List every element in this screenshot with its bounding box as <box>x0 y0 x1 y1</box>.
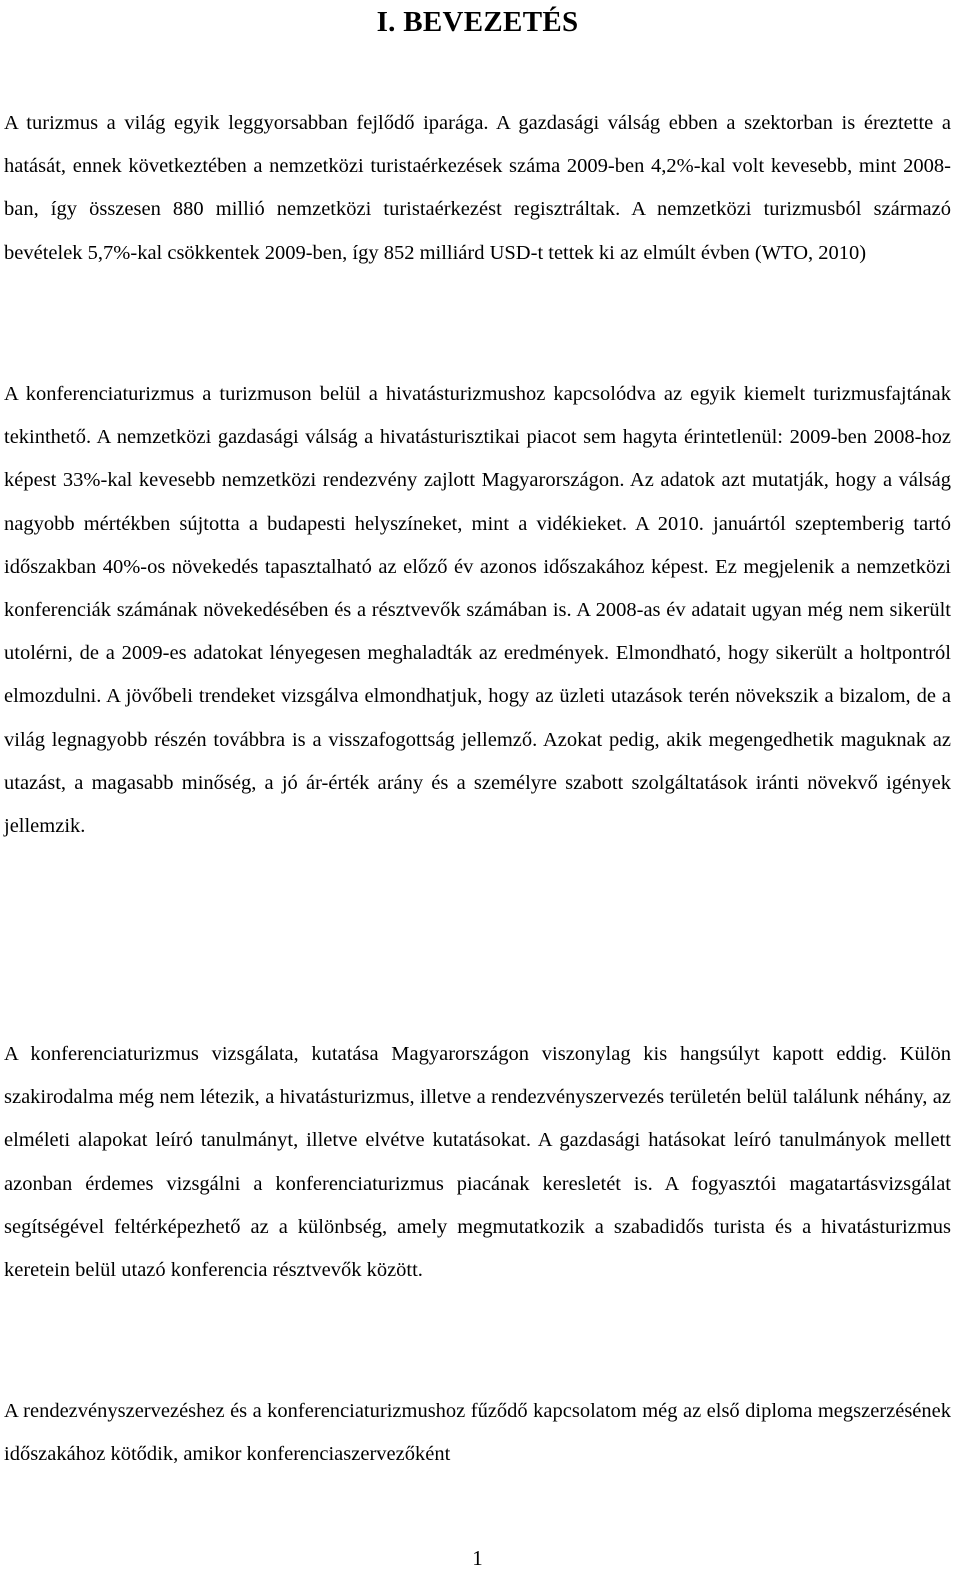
page-number: 1 <box>472 1546 483 1570</box>
paragraph-personal-motivation: A rendezvényszervezéshez és a konferenciaturizmushoz fűződő kapcsolatom még az első diploma megszerzésének időszakához kötődik, amikor konferenciaszervezőként <box>4 1400 951 1466</box>
paragraph-conference-tourism-crisis: A konferenciaturizmus a turizmuson belül a hivatásturizmushoz kapcsolódva az egyik kiemelt turizmusfajtának tekinthető. A nemzetközi gazdasági válság a hivatásturisztikai piacot sem hagyta érintetlenül: 2009-ben 2008-hoz képest 33%-kal kevesebb nemzetközi rendezvény zajlott Magyarországon. Az adatok azt mutatják, hogy a válság nagyobb mértékben sújtotta a budapesti helyszíneket, mint a vidékieket. A 2010. januártól szeptemberig tartó időszakban 40%-os növekedés tapasztalható az előző év azonos időszakához képest. Ez megjelenik a nemzetközi konferenciák számának növekedésében és a résztvevők számában is. A 2008-as év adatait ugyan még nem sikerült utolérni, de a 2009-es adatokat lényegesen meghaladták az eredmények. Elmondható, hogy sikerült a holtpontról elmozdulni. A jövőbeli trendeket vizsgálva elmondhatjuk, hogy az üzleti utazások terén növekszik a bizalom, de a világ legnagyobb részén továbbra is a visszafogottság jellemző. Azokat pedig, akik megengedhetik maguknak az utazást, a magasabb minőség, a jó ár-érték arány és a személyre szabott szolgáltatások iránti növekvő igények jellemzik. <box>4 383 951 838</box>
paragraph-research-gap: A konferenciaturizmus vizsgálata, kutatása Magyarországon viszonylag kis hangsúlyt kapott eddig. Külön szakirodalma még nem létezik, a hivatásturizmus, illetve a rendezvényszervezés területén belül találunk néhány, az elméleti alapokat leíró tanulmányt, illetve elvétve kutatásokat. A gazdasági hatásokat leíró tanulmányok mellett azonban érdemes vizsgálni a konferenciaturizmus piacának keresletét is. A fogyasztói magatartásvizsgálat segítségével feltérképezhető az a különbség, amely megmutatkozik a szabadidős turista és a hivatásturizmus keretein belül utazó konferencia résztvevők között. <box>4 1043 951 1282</box>
chapter-heading: I. BEVEZETÉS <box>376 6 579 38</box>
paragraph-tourism-overview: A turizmus a világ egyik leggyorsabban fejlődő iparága. A gazdasági válság ebben a szektorban is éreztette a hatását, ennek következtében a nemzetközi turistaérkezések száma 2009-ben 4,2%-kal volt kevesebb, mint 2008-ban, így összesen 880 millió nemzetközi turistaérkezést regisztráltak. A nemzetközi turizmusból származó bevételek 5,7%-kal csökkentek 2009-ben, így 852 milliárd USD-t tettek ki az elmúlt évben (WTO, 2010) <box>4 112 951 264</box>
document-page <box>4 0 951 1582</box>
